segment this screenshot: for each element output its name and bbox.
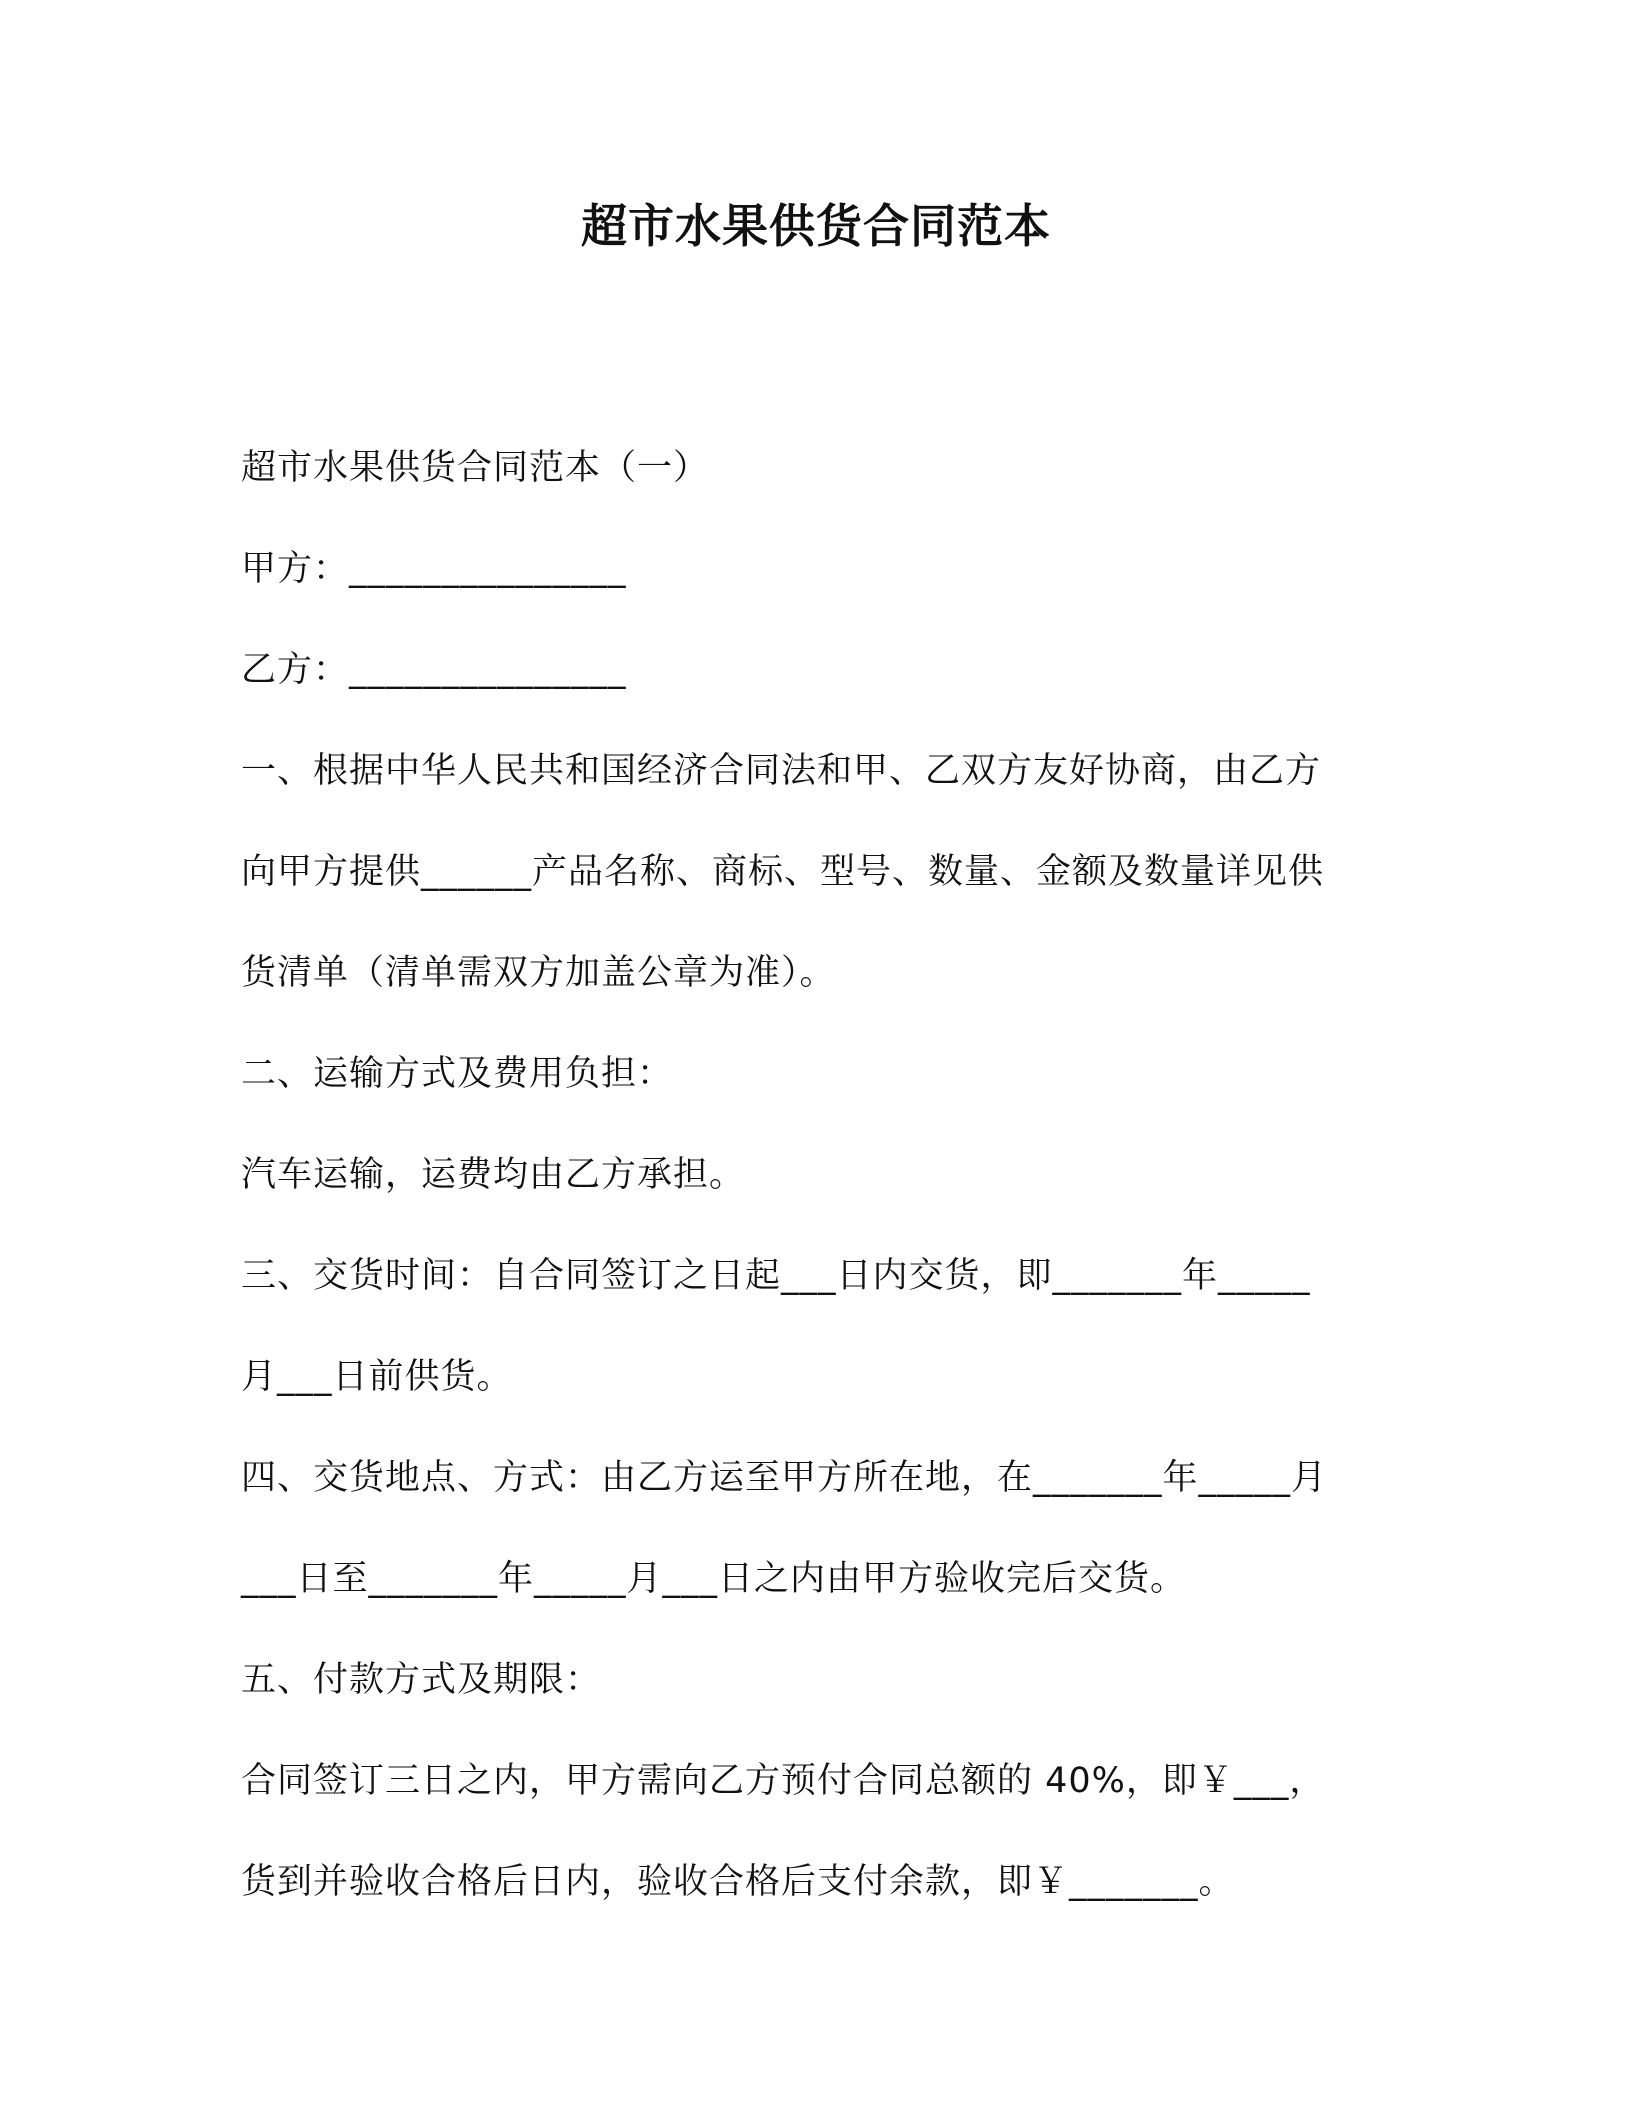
clause-1-line-2: 向甲方提供______产品名称、商标、型号、数量、金额及数量详见供 <box>241 852 1325 892</box>
clause-5-line-1: 合同签订三日之内，甲方需向乙方预付合同总额的 40%，即￥___， <box>241 1761 1326 1801</box>
party-b-line: 乙方：_______________ <box>241 650 627 690</box>
section-heading: 超市水果供货合同范本（一） <box>241 448 710 488</box>
clause-5-line-2: 货到并验收合格后日内，验收合格后支付余款，即￥_______。 <box>241 1862 1235 1902</box>
document-body <box>241 418 1411 1933</box>
clause-1-line-3: 货清单（清单需双方加盖公章为准）。 <box>241 953 836 993</box>
clause-5-heading: 五、付款方式及期限： <box>241 1660 602 1700</box>
clause-1-line-1: 一、根据中华人民共和国经济合同法和甲、乙双方友好协商，由乙方 <box>241 751 1322 791</box>
clause-2-heading: 二、运输方式及费用负担： <box>241 1054 674 1094</box>
party-a-line: 甲方：_______________ <box>241 549 627 589</box>
clause-4-line-2: ___日至_______年_____月___日之内由甲方验收完后交货。 <box>241 1559 1187 1599</box>
document-title: 超市水果供货合同范本 <box>581 199 1051 253</box>
clause-3-line-1: 三、交货时间：自合同签订之日起___日内交货，即_______年_____ <box>241 1256 1311 1296</box>
clause-3-line-2: 月___日前供货。 <box>241 1357 513 1397</box>
clause-2-text: 汽车运输，运费均由乙方承担。 <box>241 1155 746 1195</box>
clause-4-line-1: 四、交货地点、方式：由乙方运至甲方所在地，在_______年_____月 <box>241 1458 1328 1498</box>
